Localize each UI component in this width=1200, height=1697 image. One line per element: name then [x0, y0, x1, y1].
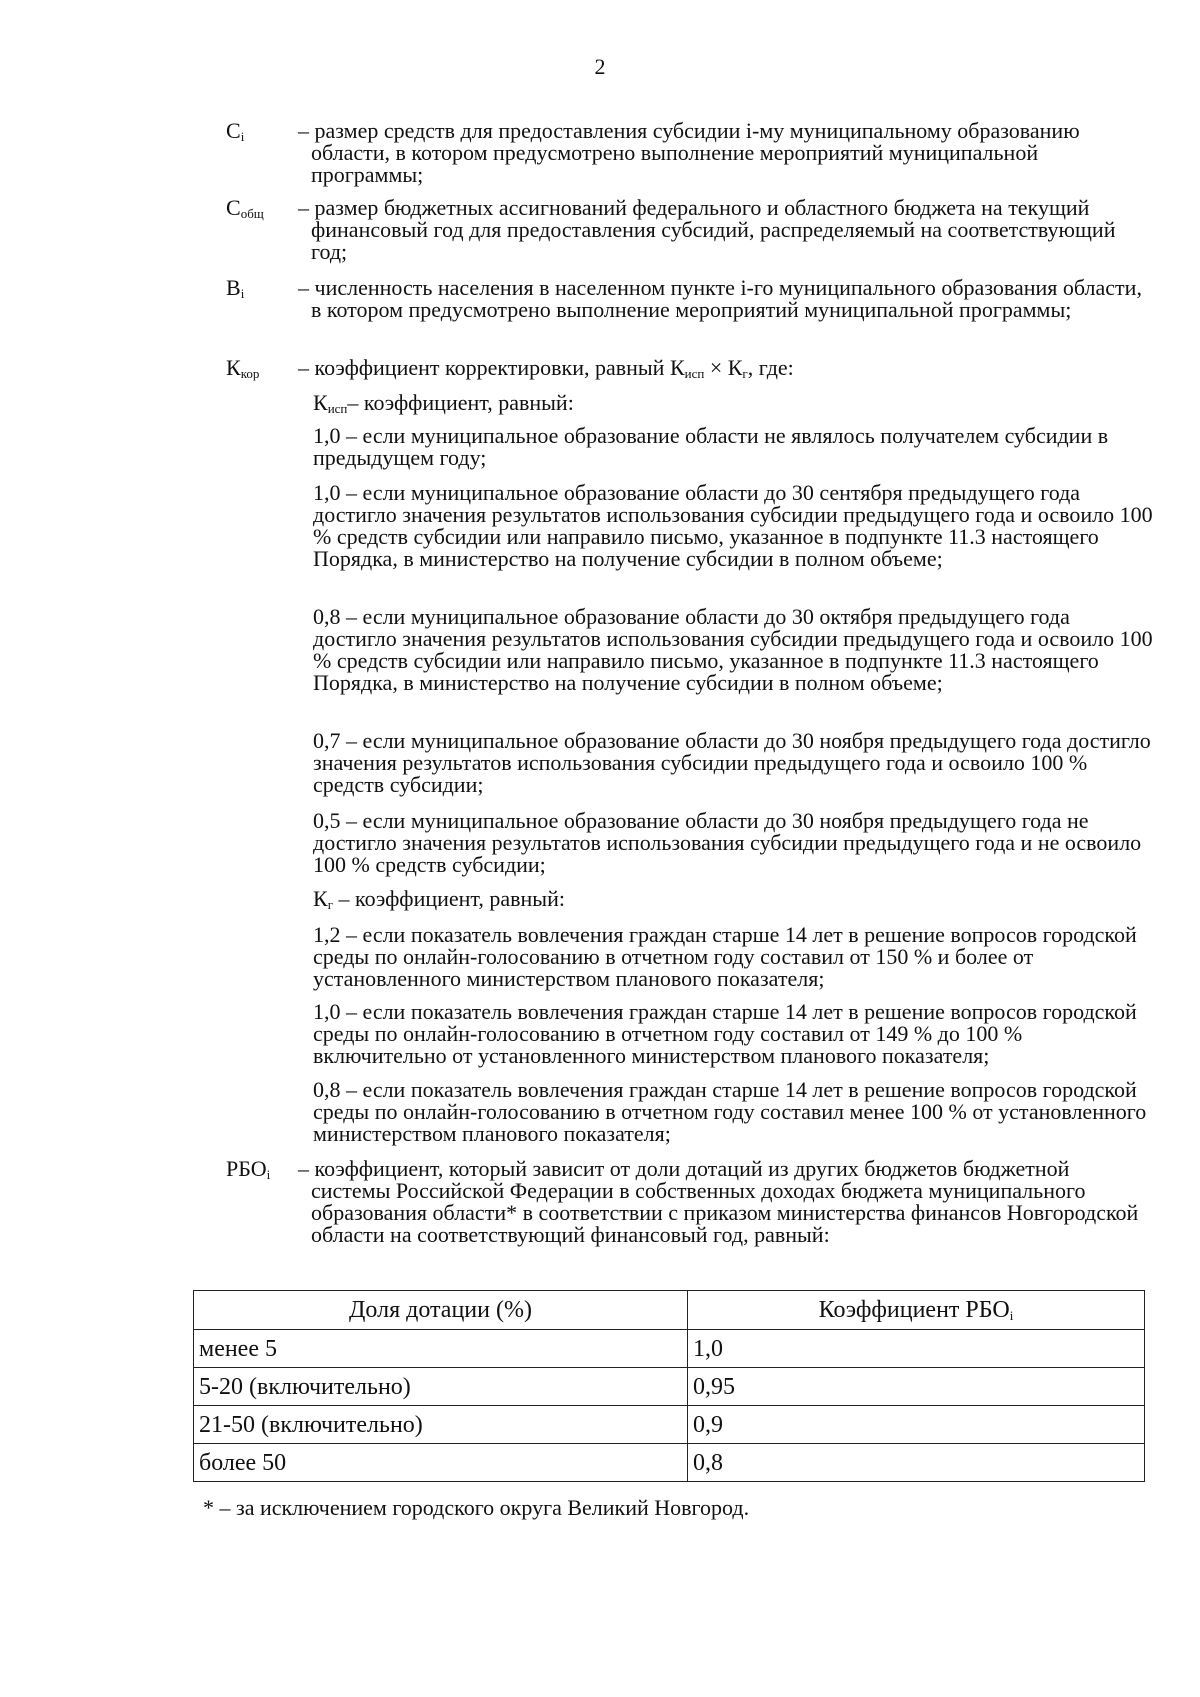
table-cell: менее 5	[194, 1330, 688, 1368]
definition-symbol: $РБО_i$	[226, 1156, 271, 1182]
table-header: Коэффициент $РБО_i$	[688, 1291, 1145, 1330]
table-row	[194, 1330, 1145, 1368]
table-cell: более 50	[194, 1444, 688, 1482]
definition-text: – размер средств для предоставления субсидии i-му муниципальному образованию области, в котором предусмотрено выполнение мероприятий муниципальной программы;	[298, 118, 1080, 187]
definition-text: – размер бюджетных ассигнований федерального и областного бюджета на текущий финансовый год для предоставления субсидий, распределяемый на соответствующий год;	[298, 195, 1116, 264]
table-cell: 0,8	[688, 1444, 1145, 1482]
definition-symbol: $С_i$	[226, 118, 245, 144]
table-cell: 0,9	[688, 1406, 1145, 1444]
table-cell: 1,0	[688, 1330, 1145, 1368]
definition-ci	[226, 120, 1146, 186]
table-cell: 5-20 (включительно)	[194, 1368, 688, 1406]
kisp-item: 0,8 – если муниципальное образование области до 30 октября предыдущего года достигло значения результатов использования субсидии предыдущего года и освоило 100 % средств субсидии или направило письмо, указанное в подпункте 11.3 настоящего Порядка, в министерство на получение субсидии в полном объеме;	[313, 604, 1153, 695]
definition-symbol: $С_{общ}$	[226, 195, 264, 221]
definition-cobsh	[226, 197, 1146, 263]
kg-item: 1,2 – если показатель вовлечения граждан старше 14 лет в решение вопросов городской среды по онлайн-голосованию в отчетном году составил от 150 % и более от установленного министерством планового показателя;	[313, 922, 1137, 991]
kg-item: 1,0 – если показатель вовлечения граждан старше 14 лет в решение вопросов городской среды по онлайн-голосованию в отчетном году составил от 149 % до 100 % включительно от установленного министерством планового показателя;	[313, 999, 1137, 1068]
table-row	[194, 1406, 1145, 1444]
kg-intro: $К_г$ – коэффициент, равный:	[313, 886, 565, 912]
table-header-row	[194, 1291, 1145, 1330]
kisp-item: 1,0 – если муниципальное образование области до 30 сентября предыдущего года достигло значения результатов использования субсидии предыдущего года и освоило 100 % средств субсидии или направило письмо, указанное в подпункте 11.3 настоящего Порядка, в министерство на получение субсидии в полном объеме;	[313, 480, 1153, 571]
footnote: * – за исключением городского округа Великий Новгород.	[203, 1495, 750, 1520]
definition-bi	[226, 277, 1146, 321]
rbo-table	[193, 1290, 1145, 1482]
table-cell: 0,95	[688, 1368, 1145, 1406]
definition-text: – коэффициент, который зависит от доли дотаций из других бюджетов бюджетной системы Российской Федерации в собственных доходах бюджета муниципального образования области* в соответствии с приказом министерства финансов Новгородской области на соответствующий финансовый год, равный:	[298, 1156, 1139, 1247]
definition-text: – численность населения в населенном пункте i-го муниципального образования области, в котором предусмотрено выполнение мероприятий муниципальной программы;	[298, 275, 1142, 322]
table-row	[194, 1368, 1145, 1406]
table-cell: 21-50 (включительно)	[194, 1406, 688, 1444]
kisp-item: 1,0 – если муниципальное образование области не являлось получателем субсидии в предыдущем году;	[313, 423, 1109, 470]
definition-rbo	[226, 1158, 1146, 1246]
kisp-item: 0,7 – если муниципальное образование области до 30 ноября предыдущего года достигло значения результатов использования субсидии предыдущего года и освоило 100 % средств субсидии;	[313, 728, 1151, 797]
definition-text: – коэффициент корректировки, равный $К_{исп} \times К_г$, где:	[298, 355, 794, 381]
kisp-intro: $К_{исп}-$ коэффициент, равный:	[313, 390, 574, 416]
table-row	[194, 1444, 1145, 1482]
page-number: 2	[594, 54, 606, 79]
definition-symbol: $К_{кор}$	[226, 355, 260, 381]
definition-kkor	[226, 357, 1146, 379]
kg-item: 0,8 – если показатель вовлечения граждан старше 14 лет в решение вопросов городской среды по онлайн-голосованию в отчетном году составил менее 100 % от установленного министерством планового показателя;	[313, 1077, 1147, 1146]
table-header: Доля дотации (%)	[194, 1291, 688, 1330]
definition-symbol: $В_i$	[226, 275, 245, 301]
kisp-item: 0,5 – если муниципальное образование области до 30 ноября предыдущего года не достигло значения результатов использования субсидии предыдущего года и не освоило 100 % средств субсидии;	[313, 808, 1142, 877]
